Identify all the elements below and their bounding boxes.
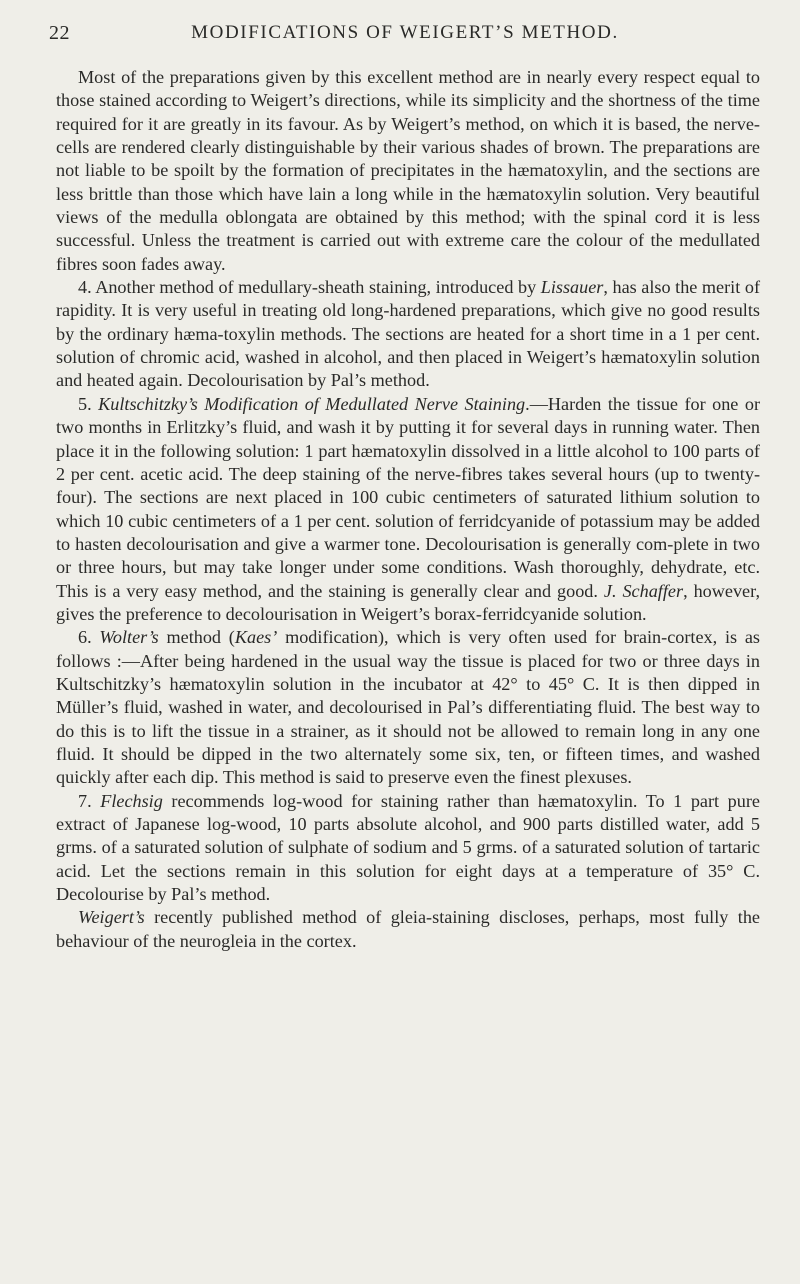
author-name: Kaes’ xyxy=(234,627,278,648)
paragraph-text-continued: , however, gives the preference to decolourisation in Weigert’s borax-ferridcyanide solution. xyxy=(56,580,761,624)
author-name: Flechsig xyxy=(100,790,163,811)
page-number: 22 xyxy=(49,22,70,44)
paragraph-text: .—Harden the tissue for one or two months in Erlitzky’s fluid, and wash it by putting it for several days in running water. Then place it in the following solution: 1 part hæmatoxylin dissolved in a little alcohol to 100 parts of 2 per cent. acetic acid. The deep staining of the nerve-fibres takes several hours (up to twenty-four). The sections are next placed in 100 cubic centimeters of saturated lithium solution to which 10 cubic centimeters of a 1 per cent. solution of ferridcyanide of potassium may be added to hasten decolourisation and give a warmer tone. Decolourisation is generally com-plete in two or three hours, but may take longer under some conditions. Wash thoroughly, dehydrate, etc. This is a very easy method, and the staining is generally clear and good. xyxy=(56,393,760,601)
paragraph-text: Most of the preparations given by this excellent method are in nearly every respect equal to those stained according to Weigert’s directions, while its simplicity and the shortness of the time required for it are greatly in its favour. As by Weigert’s method, on which it is based, the nerve-cells are rendered clearly distinguishable by their various shades of brown. The preparations are not liable to be spoilt by the formation of precipitates in the hæmatoxylin, and the sections are less brittle than those which have lain a long while in the hæmatoxylin solution. Very beautiful views of the medulla oblongata are obtained by this method; with the spinal cord it is less successful. Unless the treatment is carried out with extreme care the colour of the medullated fibres soon fades away. xyxy=(56,67,760,274)
author-name: Wolter’s xyxy=(99,627,159,648)
method-title: Kultschitzky’s Modification of Medullated Nerve Staining xyxy=(98,393,526,414)
author-name: Weigert’s xyxy=(78,907,145,928)
paragraph-text: , has also the merit of rapidity. It is very useful in treating old long-hardened preparations, which give no good results by the ordinary hæma-toxylin methods. The sections are heated for a short time in a 1 per cent. solution of chromic acid, washed in alcohol, and then placed in Weigert’s hæmatoxylin solution and heated again. Decolourisation by Pal’s method. xyxy=(56,277,760,391)
paragraph-text-continued: modification), which is very often used for brain-cortex, is as follows :—After being hardened in the usual way the tissue is placed for two or three days in Kultschitzky’s hæmatoxylin solution in the incubator at 42° to 45° C. It is then dipped in Müller’s fluid, washed in water, and decolourised in Pal’s differentiating fluid. The best way to do this is to lift the tissue in a strainer, as it should not be allowed to remain long in any one fluid. It should be dipped in the two alternately some six, ten, or fifteen times, and washed quickly after each dip. This method is said to preserve even the finest plexuses. xyxy=(56,627,760,788)
paragraph-weigert-comparison xyxy=(56,66,760,276)
running-head: MODIFICATIONS OF WEIGERT’S METHOD. xyxy=(191,22,619,43)
author-name: J. Schaffer xyxy=(603,580,684,601)
paragraph-weigert-gleia xyxy=(56,906,760,953)
paragraph-lead: 4. Another method of medullary-sheath staining, introduced by xyxy=(78,277,541,298)
paragraph-lead: 5. xyxy=(78,393,99,414)
page-header xyxy=(0,22,800,52)
paragraph-kultschitzky-method xyxy=(56,393,760,626)
paragraph-wolter-method xyxy=(56,626,760,789)
body-text xyxy=(56,66,760,953)
author-name: Lissauer xyxy=(540,277,604,298)
paragraph-flechsig-method xyxy=(56,790,760,907)
paragraph-lissauer-method xyxy=(56,276,760,393)
paragraph-text: recently published method of gleia-staining discloses, perhaps, most fully the behaviour of the neurogleia in the cortex. xyxy=(56,907,760,951)
paragraph-lead: 6. xyxy=(78,627,100,648)
paragraph-text: method ( xyxy=(158,627,235,648)
paragraph-lead: 7. xyxy=(78,790,101,811)
paragraph-text: recommends log-wood for staining rather than hæmatoxylin. To 1 part pure extract of Japanese log-wood, 10 parts absolute alcohol, and 900 parts distilled water, add 5 grms. of a saturated solution of sulphate of sodium and 5 grms. of a saturated solution of tartaric acid. Let the sections remain in this solution for eight days at a temperature of 35° C. Decolourise by Pal’s method. xyxy=(56,790,760,905)
